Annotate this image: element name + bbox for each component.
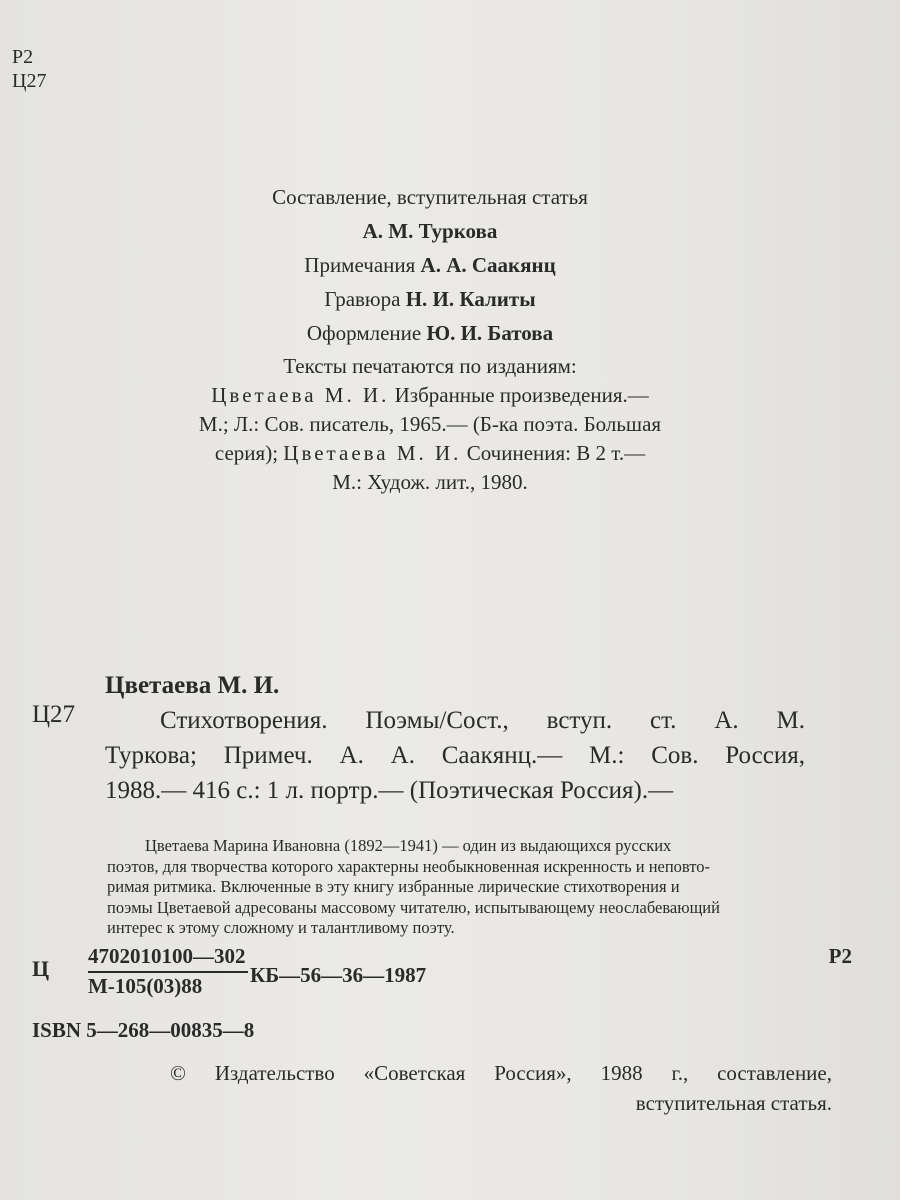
sources-intro: Тексты печатаются по изданиям: — [283, 354, 577, 378]
source-line-4-rest: Сочинения: В 2 т.— — [466, 441, 646, 465]
record-line-2: Туркова; Примеч. А. А. Саакянц.— М.: Сов. Россия, — [105, 742, 805, 769]
copyright-notice — [170, 1058, 832, 1118]
source-author-1: Цветаева М. И. — [211, 383, 390, 407]
annotation-line-3: римая ритмика. Включенные в эту книгу избранные лирические стихотворения и — [107, 877, 680, 896]
sources-note — [130, 352, 730, 497]
bbk-code: Р2 — [12, 46, 34, 68]
design-label: Оформление — [306, 321, 422, 345]
catalog-code: Ц27 — [32, 701, 76, 728]
bbk-code-bottom: Р2 — [828, 944, 852, 968]
index-letter: Ц — [32, 956, 50, 981]
notes-credit — [200, 248, 660, 282]
copyright-line-2: вступительная статья. — [635, 1091, 832, 1115]
index-denominator: М-105(03)88 — [88, 974, 203, 998]
annotation-line-5: интерес к этому сложному и талантливому поэту. — [107, 918, 455, 937]
author-mark: Ц27 — [12, 70, 47, 92]
engraving-label: Гравюра — [324, 287, 401, 311]
credits-block — [200, 180, 660, 350]
notes-name: А. А. Саакянц — [420, 253, 556, 277]
classification-corner — [12, 45, 46, 93]
engraving-credit — [200, 282, 660, 316]
copyright-line-1: © Издательство «Советская Россия», 1988 г., составление, — [170, 1061, 832, 1085]
index-numerator: 4702010100—302 — [88, 944, 248, 973]
notes-label: Примечания — [304, 253, 416, 277]
source-author-2: Цветаева М. И. — [283, 441, 462, 465]
compiler-name: А. М. Туркова — [362, 219, 498, 243]
annotation-line-2: поэтов, для творчества которого характерны необыкновенная искренность и неповто- — [107, 856, 711, 876]
design-name: Ю. И. Батова — [426, 321, 554, 345]
record-line-3: 1988.— 416 с.: 1 л. портр.— (Поэтическая Россия).— — [105, 777, 674, 804]
compilation-label: Составление, вступительная статья — [272, 185, 588, 209]
annotation-line-1: Цветаева Марина Ивановна (1892—1941) — один из выдающихся русских — [145, 836, 672, 855]
isbn: ISBN 5—268—00835—8 — [32, 1018, 255, 1042]
source-line-5: М.: Худож. лит., 1980. — [332, 470, 528, 494]
record-line-1: Стихотворения. Поэмы/Сост., вступ. ст. А. М. — [160, 707, 805, 734]
kb-code: КБ—56—36—1987 — [250, 963, 427, 987]
source-line-4-start: серия); — [214, 441, 279, 465]
source-line-3: М.; Л.: Сов. писатель, 1965.— (Б-ка поэта. Большая — [198, 412, 662, 436]
annotation — [107, 836, 837, 939]
design-credit — [200, 316, 660, 350]
source-line-2: Избранные произведения.— — [394, 383, 649, 407]
record-author: Цветаева М. И. — [105, 672, 280, 699]
engraving-name: Н. И. Калиты — [405, 287, 536, 311]
bibliographic-record — [105, 668, 805, 808]
annotation-line-4: поэмы Цветаевой адресованы массовому читателю, испытывающему неослабевающий — [107, 897, 720, 917]
